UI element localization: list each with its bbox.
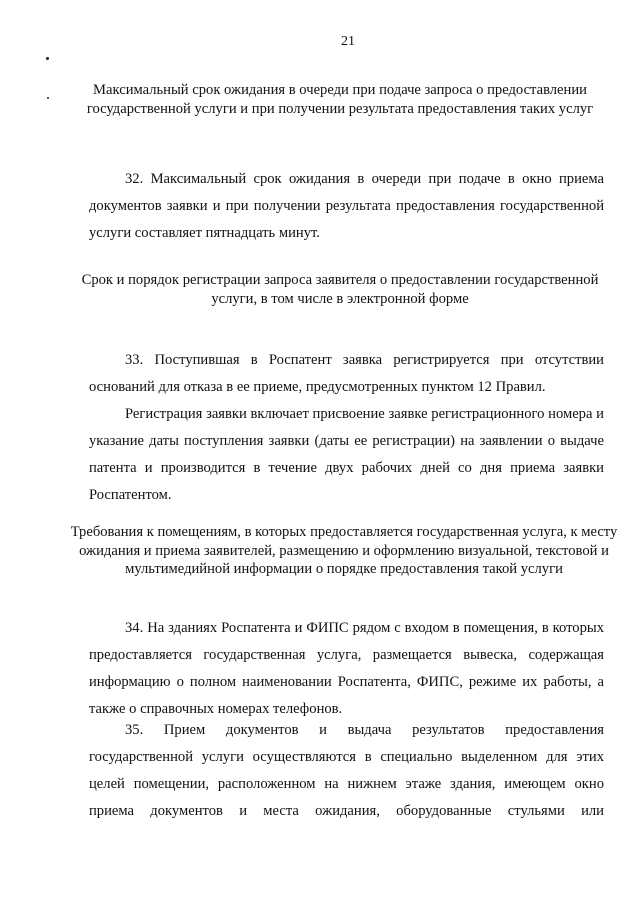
scan-speck — [46, 57, 49, 60]
section-heading-queue-time: Максимальный срок ожидания в очереди при подаче запроса о предоставлении государственной услуги и при получении результата предоставления таких услуг — [86, 82, 594, 117]
paragraph-33: 33. Поступившая в Роспатент заявка регистрируется при отсутствии оснований для отказа в ее приеме, предусмотренных пунктом 12 Правил. — [89, 352, 604, 395]
section-heading-premises: Требования к помещениям, в которых предоставляется государственная услуга, к месту ожидания и приема заявителей, размещению и оформлению визуальной, текстовой и мультимедийной информации о порядке предоставления такой услуги — [70, 524, 618, 577]
paragraph-34: 34. На зданиях Роспатента и ФИПС рядом с входом в помещения, в которых предоставляется государственная услуга, размещается вывеска, содержащая информацию о полном наименовании Роспатента, ФИПС, режиме их работы, а также о справочных номерах телефонов. — [89, 620, 604, 717]
page-number: 21 — [341, 34, 355, 49]
scan-speck — [47, 97, 49, 99]
paragraph-33-continuation: Регистрация заявки включает присвоение заявке регистрационного номера и указание даты поступления заявки (даты ее регистрации) на заявлении о выдаче патента и производится в течение двух рабочих дней со дня приема заявки Роспатентом. — [89, 406, 604, 503]
section-heading-registration: Срок и порядок регистрации запроса заявителя о предоставлении государственной услуги, в том числе в электронной форме — [81, 272, 599, 307]
paragraph-32: 32. Максимальный срок ожидания в очереди при подаче в окно приема документов заявки и при получении результата предоставления государственной услуги составляет пятнадцать минут. — [89, 171, 604, 241]
paragraph-35: 35. Прием документов и выдача результатов предоставления государственной услуги осуществляются в специально выделенном для этих целей помещении, расположенном на нижнем этаже здания, имеющем окно приема документов и места ожидания, оборудованные стульями или — [89, 722, 604, 819]
